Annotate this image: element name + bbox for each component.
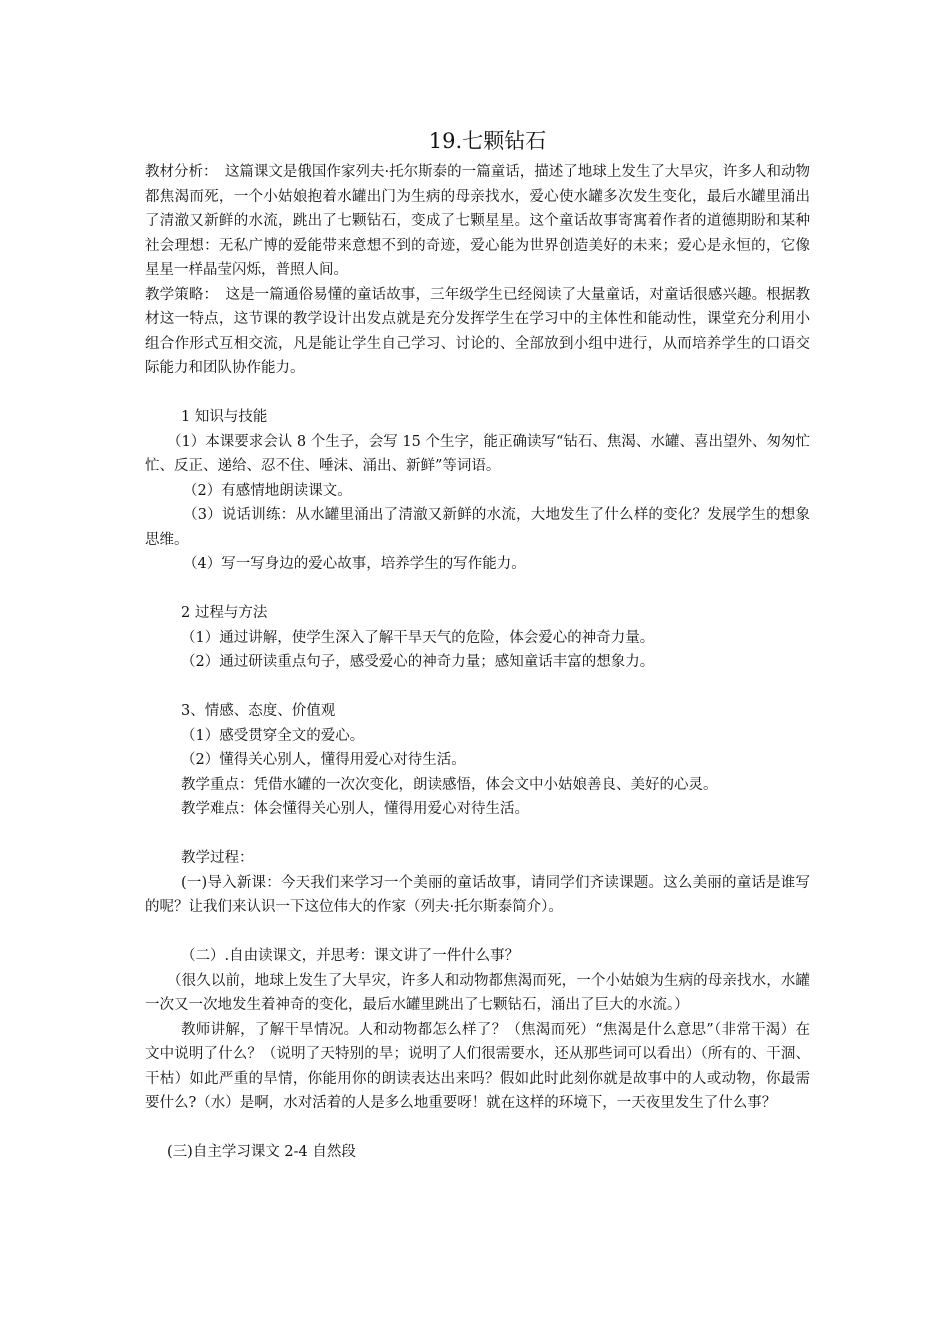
- goal2-heading: 2 过程与方法: [181, 605, 268, 621]
- process-heading: 教学过程：: [181, 850, 254, 866]
- goal3-item: （1）感受贯穿全文的爱心。: [181, 727, 365, 744]
- spacer: [145, 381, 810, 406]
- goal3-heading: 3、情感、态度、价值观: [181, 703, 336, 719]
- spacer: [145, 920, 810, 945]
- spacer: [145, 675, 810, 700]
- goal2-item: （2）通过研读重点句子，感受爱心的神奇力量；感知童话丰富的想象力。: [181, 654, 655, 670]
- goal1-item: （3）说话训练：从水罐里涌出了清澈又新鲜的水流，大地发生了什么样的变化？发展学生的想象思维。: [145, 507, 810, 548]
- step2-heading: （二）.自由读课文，并思考：课文讲了一件什么事？: [181, 948, 520, 964]
- step2-answer: （很久以前，地球上发生了大旱灾，许多人和动物都焦渴而死，一个小姑娘为生病的母亲找水，水罐一次又一次地发生着神奇的变化，最后水罐里跳出了七颗钻石，涌出了巨大的水流。）: [145, 972, 810, 1013]
- step3-heading: (三)自主学习课文 2-4 自然段: [167, 1144, 356, 1160]
- difficult-point: 教学难点：体会懂得关心别人，懂得用爱心对待生活。: [181, 801, 529, 817]
- spacer: [145, 1116, 810, 1141]
- step2-explanation: 教师讲解，了解干旱情况。人和动物都怎么样了？（焦渴而死）“焦渴是什么意思”（非常干渴）在文中说明了什么？（说明了天特别的旱；说明了人们很需要水，还从那些词可以看出）（所有的、干涸、干枯）如此严重的旱情，你能用你的朗读表达出来吗？假如此时此刻你就是故事中的人或动物，你最需要什么?（水）是啊，水对活着的人是多么地重要呀！就在这样的环境下，一天夜里发生了什么事？: [145, 1021, 810, 1111]
- document-page: [145, 126, 810, 1165]
- material-analysis-paragraph: 教材分析： 这篇课文是俄国作家列夫·托尔斯泰的一篇童话，描述了地球上发生了大旱灾，许多人和动物都焦渴而死，一个小姑娘抱着水罐出门为生病的母亲找水，爱心使水罐多次发生变化，最后水罐里涌出了清澈又新鲜的水流，跳出了七颗钻石，变成了七颗星星。这个童话故事寄寓着作者的道德期盼和某种社会理想：无私广博的爱能带来意想不到的奇迹，爱心能为世界创造美好的未来；爱心是永恒的，它像星星一样晶莹闪烁，普照人间。: [145, 164, 810, 278]
- goal1-item: （1）本课要求会认 8 个生子，会写 15 个生字，能正确读写“钻石、焦渴、水罐、喜出望外、匆匆忙忙、反正、递给、忍不住、唾沫、涌出、新鲜”等词语。: [145, 433, 810, 474]
- goal2-item: （1）通过讲解，使学生深入了解干旱天气的危险，体会爱心的神奇力量。: [181, 629, 655, 646]
- spacer: [145, 822, 810, 847]
- document-title: 19.七颗钻石: [428, 129, 547, 153]
- step1-paragraph: (一)导入新课：今天我们来学习一个美丽的童话故事，请同学们齐读课题。这么美丽的童话是谁写的呢？让我们来认识一下这位伟大的作家（列夫·托尔斯泰简介）。: [145, 874, 810, 915]
- goal3-item: （2）懂得关心别人，懂得用爱心对待生活。: [181, 752, 466, 768]
- goal1-item: （4）写一写身边的爱心故事，培养学生的写作能力。: [183, 556, 526, 572]
- key-point: 教学重点：凭借水罐的一次次变化，朗读感悟，体会文中小姑娘善良、美好的心灵。: [181, 776, 718, 793]
- teaching-strategy-paragraph: 教学策略： 这是一篇通俗易懂的童话故事，三年级学生已经阅读了大量童话，对童话很感兴趣。根据教材这一特点，这节课的教学设计出发点就是充分发挥学生在学习中的主体性和能动性，课堂充分利用小组合作形式互相交流，凡是能让学生自己学习、讨论的、全部放到小组中进行，从而培养学生的口语交际能力和团队协作能力。: [145, 286, 810, 376]
- goal1-heading: 1 知识与技能: [181, 409, 268, 425]
- spacer: [145, 577, 810, 602]
- goal1-item: （2）有感情地朗读课文。: [183, 482, 352, 499]
